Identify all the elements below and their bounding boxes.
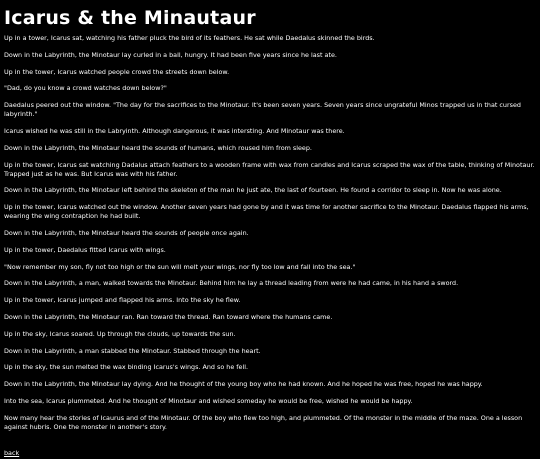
story-paragraph: Down in the Labyrinth, the Minotaur left behind the skeleton of the man he just ate, the last of fourteen. He found a corridor to sleep in. Now he was alone. (4, 186, 502, 195)
story-paragraph: "Dad, do you know a crowd watches down below?" (4, 84, 167, 93)
story-paragraph: Down in the Labyrinth, a man, walked towards the Minotaur. Behind him he lay a thread leading from were he had came, in his hand a sword. (4, 279, 459, 288)
back-link[interactable]: back (4, 448, 20, 457)
page-title: Icarus & the Minautaur (4, 7, 256, 29)
story-paragraph: Down in the Labyrinth, the Minotaur ran. Ran toward the thread. Ran toward where the humans came. (4, 312, 333, 321)
story-paragraph: Down in the Labyrinth, the Minotaur lay curled in a ball, hungry. It had been five years since he last ate. (4, 50, 337, 59)
story-paragraph: Now many hear the stories of Icaurus and of the Minotaur. Of the boy who flew too high, and plummeted. Of the monster in the middle of the maze. One a lesson against hubris. One the monster in another's story. (4, 413, 523, 431)
story-paragraph: Into the sea, Icarus plummeted. And he thought of Minotaur and wished someday he would be free, wished he would be happy. (4, 396, 413, 405)
story-paragraph: Icarus wished he was still in the Labryinth. Although dangerous, it was intersting. And Minotaur was there. (4, 126, 345, 135)
story-paragraph: Up in the sky, the sun melted the wax binding Icarus's wings. And so he fell. (4, 363, 249, 372)
story-paragraph: Up in the tower, Icarus jumped and flapped his arms. Into the sky he flew. (4, 296, 241, 305)
story-paragraph: Down in the Labyrinth, the Minotaur lay dying. And he thought of the young boy who he had known. And he hoped he was free, hoped he was happy. (4, 380, 483, 389)
story-paragraph: Down in the Labyrinth, a man stabbed the Minotaur. Stabbed through the heart. (4, 346, 261, 355)
story-paragraph: Down in the Labyrinth, the Minotaur heard the sounds of people once again. (4, 228, 249, 237)
story-body (4, 34, 536, 432)
story-paragraph: Up in the tower, Daedalus fitted Icarus with wings. (4, 245, 166, 254)
story-paragraph: Up in a tower, Icarus sat, watching his father pluck the bird of its feathers. He sat while Daedalus skinned the birds. (4, 34, 375, 42)
story-paragraph: Daedalus peered out the window. "The day for the sacrifices to the Minotaur. It's been seven years. Seven years since ungrateful Minos trapped us in that cursed labyrinth." (4, 101, 521, 119)
story-paragraph: Up in the sky, Icarus soared. Up through the clouds, up towards the sun. (4, 329, 236, 338)
story-paragraph: Down in the Labyrinth, the Minotaur heard the sounds of humans, which roused him from sleep. (4, 143, 312, 152)
story-paragraph: Up in the tower, Icarus watched people crowd the streets down below. (4, 67, 230, 76)
story-paragraph: Up in the tower, Icarus sat watching Dadalus attach feathers to a wooden frame with wax from candles and Icarus scraped the wax of the table, thinking of Minotaur. Trapped just as he was. But Icarus was with his father. (4, 160, 535, 178)
story-paragraph: "Now remember my son, fly not too high or the sun will melt your wings, nor fly too low and fall into the sea." (4, 262, 356, 271)
story-paragraph: Up in the tower, Icarus watched out the window. Another seven years had gone by and it was time for another sacrifice to the Minotaur. Daedalus flapped his arms, wearing the wing contraption he had built. (4, 203, 529, 221)
